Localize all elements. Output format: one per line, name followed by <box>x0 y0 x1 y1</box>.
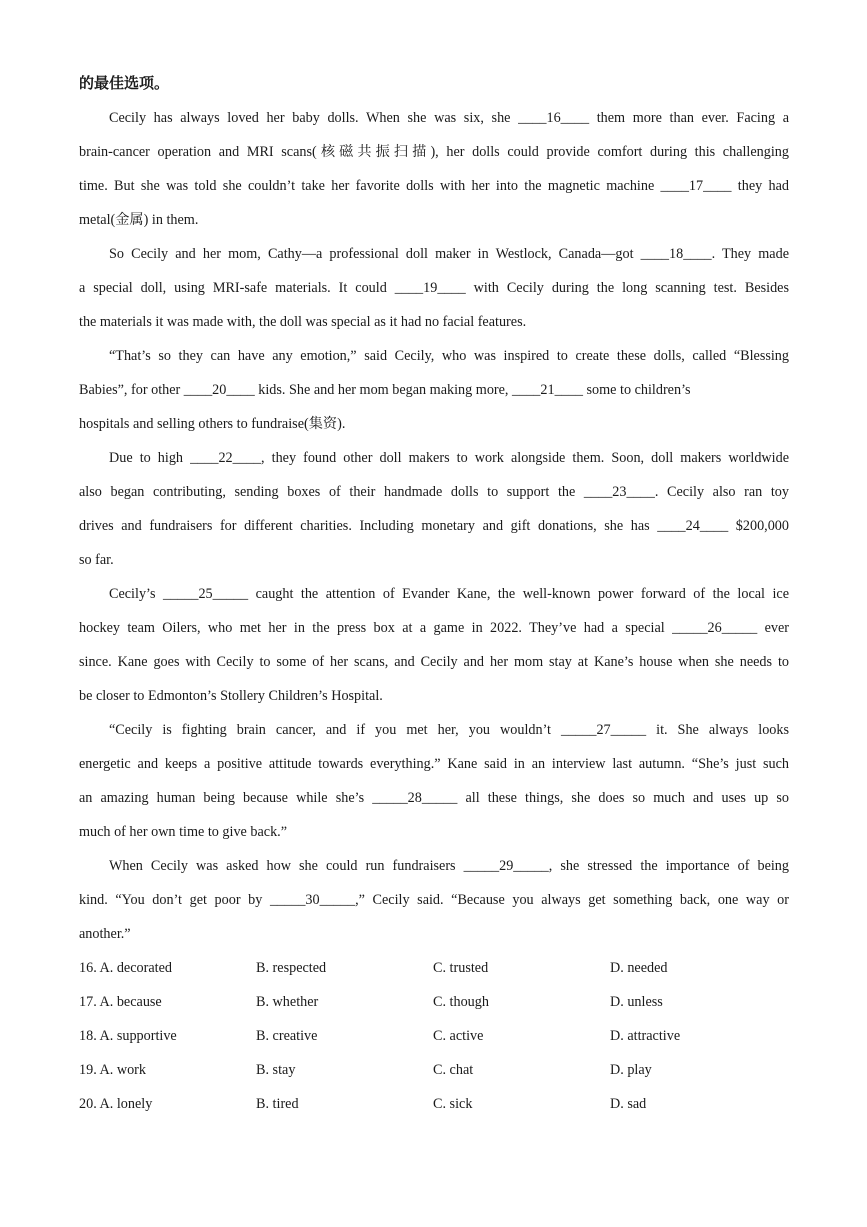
option-a: 20. A. lonely <box>79 1096 153 1112</box>
passage-line: So Cecily and her mom, Cathy—a professional doll maker in Westlock, Canada—got ____18____. They made <box>109 246 789 262</box>
passage-line: be closer to Edmonton’s Stollery Children’s Hospital. <box>79 688 383 704</box>
option-a: 19. A. work <box>79 1062 146 1078</box>
option-a: 18. A. supportive <box>79 1028 177 1044</box>
option-c: C. active <box>433 1028 484 1044</box>
option-d: D. unless <box>610 994 663 1010</box>
option-c: C. sick <box>433 1096 473 1112</box>
option-b: B. respected <box>256 960 327 976</box>
option-a: 16. A. decorated <box>79 960 172 976</box>
option-b: B. creative <box>256 1028 318 1044</box>
passage-line: Cecily has always loved her baby dolls. When she was six, she ____16____ them more than ever. Facing a <box>109 110 789 126</box>
question-options-18 <box>79 1026 789 1046</box>
option-c: C. trusted <box>433 960 489 976</box>
passage-line: brain-cancer operation and MRI scans(核磁共振扫描), her dolls could provide comfort during this challenging <box>79 144 789 160</box>
passage-line: also began contributing, sending boxes of their handmade dolls to support the ____23____. Cecily also ran toy <box>79 484 789 500</box>
passage-line: “That’s so they can have any emotion,” said Cecily, who was inspired to create these dolls, called “Blessing <box>109 348 789 364</box>
option-d: D. needed <box>610 960 668 976</box>
passage-line: since. Kane goes with Cecily to some of her scans, and Cecily and her mom stay at Kane’s house when she needs to <box>79 654 789 670</box>
question-options-17 <box>79 992 789 1012</box>
option-b: B. stay <box>256 1062 296 1078</box>
passage-line: metal(金属) in them. <box>79 212 199 228</box>
option-d: D. attractive <box>610 1028 681 1044</box>
passage-line: energetic and keeps a positive attitude towards everything.” Kane said in an interview last autumn. “She’s just such <box>79 756 789 772</box>
passage-line: hospitals and selling others to fundraise(集资). <box>79 416 346 432</box>
passage-line: Cecily’s _____25_____ caught the attention of Evander Kane, the well-known power forward of the local ice <box>109 586 789 602</box>
passage-line: so far. <box>79 552 114 568</box>
passage-line: much of her own time to give back.” <box>79 824 288 840</box>
passage-line: an amazing human being because while she’s _____28_____ all these things, she does so much and uses up so <box>79 790 789 806</box>
section-heading: 的最佳选项。 <box>79 74 170 92</box>
passage-line: Due to high ____22____, they found other doll makers to work alongside them. Soon, doll makers worldwide <box>109 450 789 466</box>
passage-line: drives and fundraisers for different charities. Including monetary and gift donations, she has ____24____ $200,000 <box>79 518 789 534</box>
passage-line: kind. “You don’t get poor by _____30_____,” Cecily said. “Because you always get something back, one way or <box>79 892 789 908</box>
passage-line: hockey team Oilers, who met her in the press box at a game in 2022. They’ve had a special _____26_____ ever <box>79 620 789 636</box>
passage-line: When Cecily was asked how she could run fundraisers _____29_____, she stressed the importance of being <box>109 858 789 874</box>
passage-line: another.” <box>79 926 131 942</box>
option-a: 17. A. because <box>79 994 162 1010</box>
passage-line: “Cecily is fighting brain cancer, and if you met her, you wouldn’t _____27_____ it. She always looks <box>109 722 789 738</box>
option-b: B. tired <box>256 1096 299 1112</box>
question-options-20 <box>79 1094 789 1114</box>
question-options-19 <box>79 1060 789 1080</box>
question-options-16 <box>79 958 789 978</box>
option-b: B. whether <box>256 994 319 1010</box>
option-c: C. though <box>433 994 489 1010</box>
option-d: D. sad <box>610 1096 647 1112</box>
passage-line: time. But she was told she couldn’t take her favorite dolls with her into the magnetic machine ____17____ they had <box>79 178 789 194</box>
passage-line: Babies”, for other ____20____ kids. She and her mom began making more, ____21____ some to children’s <box>79 382 691 398</box>
passage-line: the materials it was made with, the doll was special as it had no facial features. <box>79 314 527 330</box>
option-c: C. chat <box>433 1062 474 1078</box>
passage-line: a special doll, using MRI-safe materials. It could ____19____ with Cecily during the long scanning test. Besides <box>79 280 789 296</box>
option-d: D. play <box>610 1062 652 1078</box>
